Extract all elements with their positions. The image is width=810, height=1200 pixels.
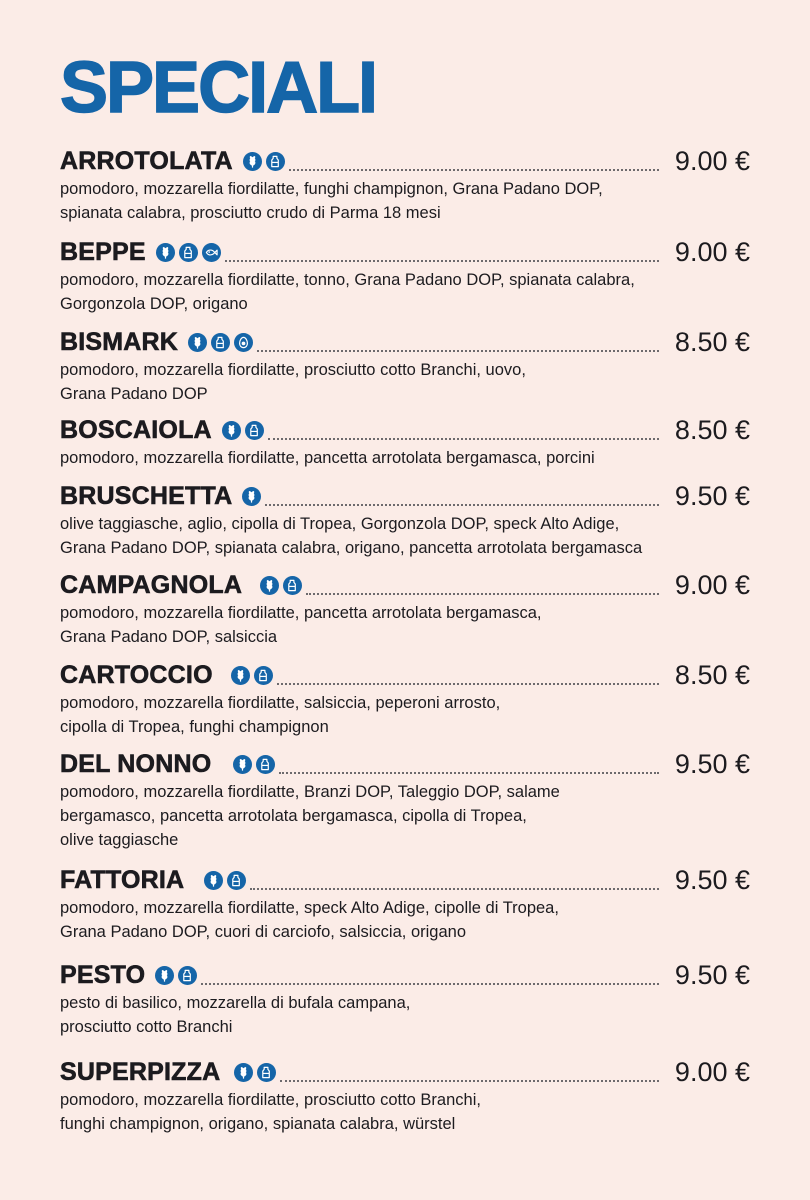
description-line: pomodoro, mozzarella fiordilatte, tonno, Grana Padano DOP, spianata calabra, — [60, 271, 635, 289]
menu-item-description — [60, 1088, 750, 1136]
menu-item-description — [60, 177, 750, 225]
wheat-icon — [156, 243, 175, 262]
description-line: olive taggiasche, aglio, cipolla di Tropea, Gorgonzola DOP, speck Alto Adige, — [60, 515, 620, 533]
dotted-leader — [250, 888, 659, 890]
menu-item — [60, 570, 750, 649]
dotted-leader — [265, 504, 659, 506]
description-line: olive taggiasche — [60, 831, 179, 849]
description-line: bergamasco, pancetta arrotolata bergamasca, cipolla di Tropea, — [60, 807, 527, 825]
description-line: pomodoro, mozzarella fiordilatte, Branzi DOP, Taleggio DOP, salame — [60, 783, 560, 801]
menu-item-description — [60, 446, 750, 470]
menu-item-header — [60, 1057, 750, 1087]
description-line: Grana Padano DOP — [60, 385, 208, 403]
menu-item-header — [60, 865, 750, 895]
menu-item-description — [60, 991, 750, 1039]
menu-item-header — [60, 660, 750, 690]
wheat-icon — [155, 966, 174, 985]
description-line: Grana Padano DOP, salsiccia — [60, 628, 278, 646]
menu-item-name: CAMPAGNOLA — [60, 571, 243, 599]
menu-item-header — [60, 481, 750, 511]
wheat-icon — [204, 871, 223, 890]
menu-item-header — [60, 327, 750, 357]
menu-item-header — [60, 237, 750, 267]
allergen-icons — [231, 666, 273, 685]
description-line: Grana Padano DOP, cuori di carciofo, salsiccia, origano — [60, 923, 466, 941]
allergen-icons — [234, 1063, 276, 1082]
wheat-icon — [260, 576, 279, 595]
menu-item-name: CARTOCCIO — [60, 661, 213, 689]
menu-item-name: DEL NONNO — [60, 750, 212, 778]
menu-item-description — [60, 512, 750, 560]
milk-icon — [256, 755, 275, 774]
dotted-leader — [201, 983, 659, 985]
description-line: pomodoro, mozzarella fiordilatte, funghi champignon, Grana Padano DOP, — [60, 180, 603, 198]
menu-item — [60, 481, 750, 560]
menu-item-name: BRUSCHETTA — [60, 482, 233, 510]
description-line: prosciutto cotto Branchi — [60, 1018, 233, 1036]
menu-item — [60, 660, 750, 739]
dotted-leader — [289, 169, 659, 171]
menu-item — [60, 749, 750, 852]
description-line: pesto di basilico, mozzarella di bufala campana, — [60, 994, 411, 1012]
egg-icon — [234, 333, 253, 352]
menu-item — [60, 237, 750, 316]
allergen-icons — [222, 421, 264, 440]
menu-item-name: BISMARK — [60, 328, 179, 356]
milk-icon — [257, 1063, 276, 1082]
milk-icon — [211, 333, 230, 352]
wheat-icon — [231, 666, 250, 685]
description-line: funghi champignon, origano, spianata calabra, würstel — [60, 1115, 456, 1133]
menu-item-name: BOSCAIOLA — [60, 416, 212, 444]
menu-item-price: 8.50 € — [674, 415, 750, 445]
allergen-icons — [243, 152, 285, 171]
allergen-icons — [155, 966, 197, 985]
wheat-icon — [233, 755, 252, 774]
menu-item-price: 9.00 € — [674, 1057, 750, 1087]
allergen-icons — [188, 333, 253, 352]
menu-item-price: 9.50 € — [674, 865, 750, 895]
dotted-leader — [279, 772, 659, 774]
menu-item-name: PESTO — [60, 961, 146, 989]
menu-item-description — [60, 691, 750, 739]
description-line: pomodoro, mozzarella fiordilatte, prosciutto cotto Branchi, uovo, — [60, 361, 526, 379]
menu-item — [60, 1057, 750, 1136]
menu-item-description — [60, 780, 750, 852]
allergen-icons — [156, 243, 221, 262]
dotted-leader — [225, 260, 659, 262]
description-line: pomodoro, mozzarella fiordilatte, pancetta arrotolata bergamasca, — [60, 604, 542, 622]
menu-item-header — [60, 570, 750, 600]
fish-icon — [202, 243, 221, 262]
menu-item — [60, 415, 750, 470]
milk-icon — [283, 576, 302, 595]
description-line: Gorgonzola DOP, origano — [60, 295, 248, 313]
menu-item-description — [60, 601, 750, 649]
menu-item-name: ARROTOLATA — [60, 147, 233, 175]
description-line: cipolla di Tropea, funghi champignon — [60, 718, 329, 736]
menu-item — [60, 865, 750, 944]
menu-item-price: 9.50 € — [674, 749, 750, 779]
milk-icon — [266, 152, 285, 171]
menu-item-name: SUPERPIZZA — [60, 1058, 221, 1086]
description-line: pomodoro, mozzarella fiordilatte, salsiccia, peperoni arrosto, — [60, 694, 501, 712]
menu-item-description — [60, 268, 750, 316]
menu-item-header — [60, 415, 750, 445]
milk-icon — [254, 666, 273, 685]
menu-item — [60, 146, 750, 225]
milk-icon — [245, 421, 264, 440]
milk-icon — [227, 871, 246, 890]
allergen-icons — [260, 576, 302, 595]
menu-item-price: 9.00 € — [674, 146, 750, 176]
menu-item-price: 8.50 € — [674, 660, 750, 690]
menu-item-header — [60, 749, 750, 779]
description-line: pomodoro, mozzarella fiordilatte, prosciutto cotto Branchi, — [60, 1091, 481, 1109]
menu-item-name: FATTORIA — [60, 866, 185, 894]
description-line: Grana Padano DOP, spianata calabra, origano, pancetta arrotolata bergamasca — [60, 539, 643, 557]
allergen-icons — [242, 487, 261, 506]
wheat-icon — [234, 1063, 253, 1082]
dotted-leader — [280, 1080, 659, 1082]
allergen-icons — [204, 871, 246, 890]
wheat-icon — [243, 152, 262, 171]
menu-item-header — [60, 146, 750, 176]
dotted-leader — [257, 350, 659, 352]
menu-item-price: 9.50 € — [674, 960, 750, 990]
menu-item-price: 9.00 € — [674, 237, 750, 267]
wheat-icon — [242, 487, 261, 506]
menu-item — [60, 327, 750, 406]
menu-item-price: 8.50 € — [674, 327, 750, 357]
menu-item-description — [60, 896, 750, 944]
wheat-icon — [222, 421, 241, 440]
description-line: pomodoro, mozzarella fiordilatte, pancetta arrotolata bergamasca, porcini — [60, 449, 595, 467]
menu-item — [60, 960, 750, 1039]
menu-item-price: 9.00 € — [674, 570, 750, 600]
allergen-icons — [233, 755, 275, 774]
description-line: pomodoro, mozzarella fiordilatte, speck Alto Adige, cipolle di Tropea, — [60, 899, 559, 917]
dotted-leader — [268, 438, 659, 440]
menu-item-price: 9.50 € — [674, 481, 750, 511]
menu-item-header — [60, 960, 750, 990]
dotted-leader — [306, 593, 659, 595]
menu-item-description — [60, 358, 750, 406]
wheat-icon — [188, 333, 207, 352]
dotted-leader — [277, 683, 659, 685]
menu-item-name: BEPPE — [60, 238, 146, 266]
page-title: SPECIALI — [60, 48, 377, 128]
description-line: spianata calabra, prosciutto crudo di Parma 18 mesi — [60, 204, 441, 222]
milk-icon — [178, 966, 197, 985]
milk-icon — [179, 243, 198, 262]
